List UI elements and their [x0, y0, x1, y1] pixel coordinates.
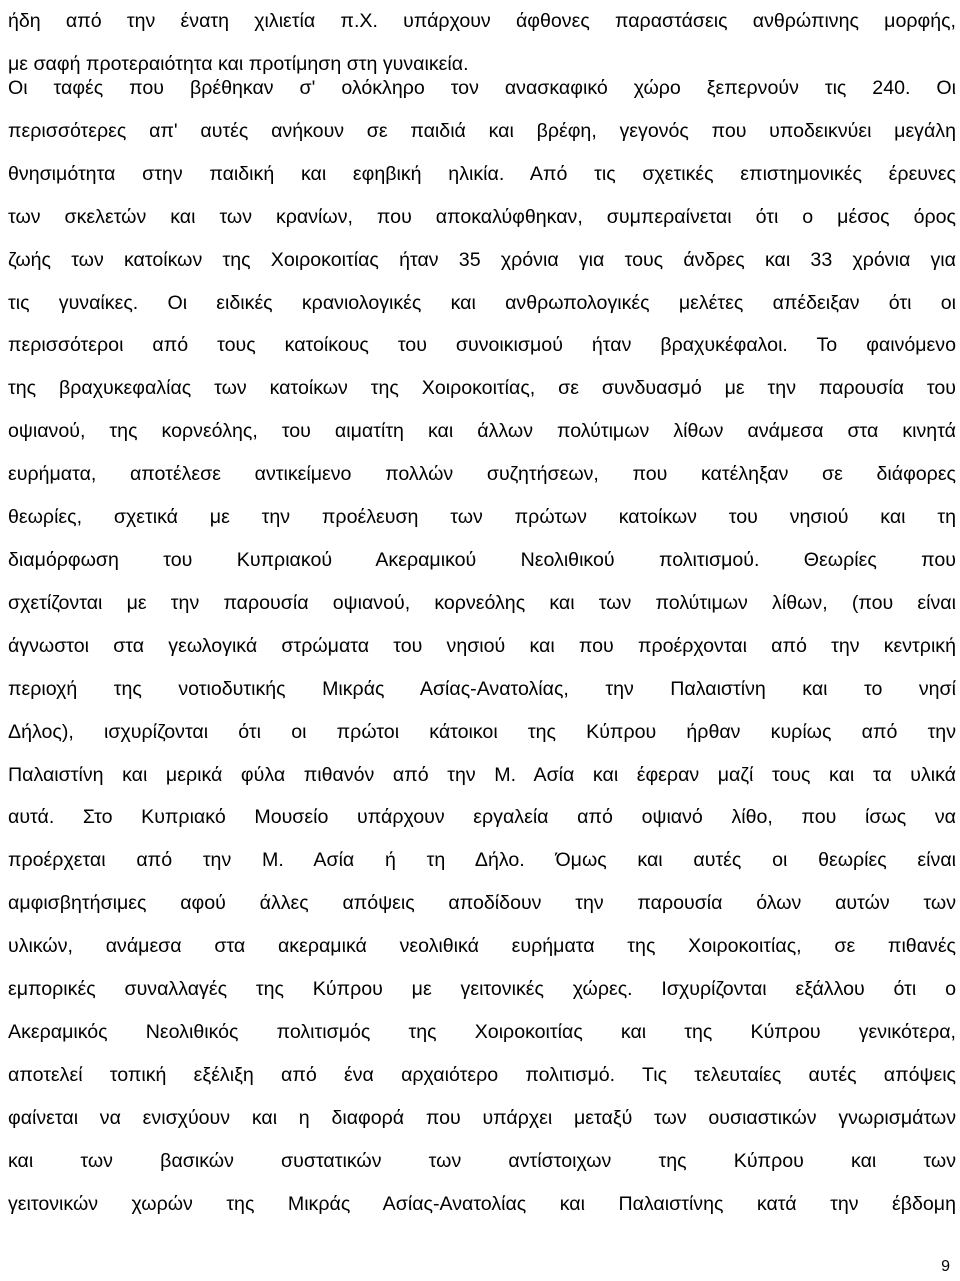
text-line: περισσότεροι από τους κατοίκους του συνοικισμού ήταν βραχυκέφαλοι. Το φαινόμενο — [8, 334, 956, 357]
text-line: Παλαιστίνη και μερικά φύλα πιθανόν από την Μ. Ασία και έφεραν μαζί τους και τα υλικά — [8, 763, 956, 786]
text-line: περιοχή της νοτιοδυτικής Μικράς Ασίας-Ανατολίας, την Παλαιστίνη και το νησί — [8, 677, 956, 700]
paragraph-burials — [8, 67, 956, 1225]
text-line: ευρήματα, αποτέλεσε αντικείμενο πολλών συζητήσεων, που κατέληξαν σε διάφορες — [8, 463, 956, 486]
text-line: εμπορικές συναλλαγές της Κύπρου με γειτονικές χώρες. Ισχυρίζονται εξάλλου ότι ο — [8, 978, 956, 1001]
text-line: διαμόρφωση του Κυπριακού Ακεραμικού Νεολιθικού πολιτισμού. Θεωρίες που — [8, 548, 956, 571]
text-line: θνησιμότητα στην παιδική και εφηβική ηλικία. Από τις σχετικές επιστημονικές έρευνες — [8, 162, 956, 185]
text-line: Οι ταφές που βρέθηκαν σ' ολόκληρο τον ανασκαφικό χώρο ξεπερνούν τις 240. Οι — [8, 77, 956, 99]
text-line: αμφισβητήσιμες αφού άλλες απόψεις αποδίδουν την παρουσία όλων αυτών των — [8, 892, 956, 915]
text-line: Δήλος), ισχυρίζονται ότι οι πρώτοι κάτοικοι της Κύπρου ήρθαν κυρίως από την — [8, 720, 956, 743]
text-line: άγνωστοι στα γεωλογικά στρώματα του νησιού και που προέρχονται από την κεντρική — [8, 634, 956, 657]
text-line: της βραχυκεφαλίας των κατοίκων της Χοιροκοιτίας, σε συνδυασμό με την παρουσία του — [8, 377, 956, 400]
text-line: των σκελετών και των κρανίων, που αποκαλύφθηκαν, συμπεραίνεται ότι ο μέσος όρος — [8, 205, 956, 228]
text-line: θεωρίες, σχετικά με την προέλευση των πρώτων κατοίκων του νησιού και τη — [8, 506, 956, 529]
page-number: 9 — [941, 1258, 950, 1275]
text-line: περισσότερες απ' αυτές ανήκουν σε παιδιά και βρέφη, γεγονός που υποδεικνύει μεγάλη — [8, 119, 956, 142]
text-line: και των βασικών συστατικών των αντίστοιχων της Κύπρου και των — [8, 1149, 956, 1172]
text-line: γειτονικών χωρών της Μικράς Ασίας-Ανατολίας και Παλαιστίνης κατά την έβδομη — [8, 1192, 956, 1215]
text-line: αποτελεί τοπική εξέλιξη από ένα αρχαιότερο πολιτισμό. Τις τελευταίες αυτές απόψεις — [8, 1063, 956, 1086]
text-line: οψιανού, της κορνεόλης, του αιματίτη και άλλων πολύτιμων λίθων ανάμεσα στα κινητά — [8, 420, 956, 443]
text-line: Ακεραμικός Νεολιθικός πολιτισμός της Χοιροκοιτίας και της Κύπρου γενικότερα, — [8, 1020, 956, 1043]
text-line: ήδη από την ένατη χιλιετία π.Χ. υπάρχουν άφθονες παραστάσεις ανθρώπινης μορφής, — [8, 10, 956, 32]
text-line: υλικών, ανάμεσα στα ακεραμικά νεολιθικά ευρήματα της Χοιροκοιτίας, σε πιθανές — [8, 935, 956, 958]
text-line: αυτά. Στο Κυπριακό Μουσείο υπάρχουν εργαλεία από οψιανό λίθο, που ίσως να — [8, 806, 956, 829]
text-line: τις γυναίκες. Οι ειδικές κρανιολογικές και ανθρωπολογικές μελέτες απέδειξαν ότι οι — [8, 291, 956, 314]
text-line: σχετίζονται με την παρουσία οψιανού, κορνεόλης και των πολύτιμων λίθων, (που είναι — [8, 591, 956, 614]
text-line: ζωής των κατοίκων της Χοιροκοιτίας ήταν 35 χρόνια για τους άνδρες και 33 χρόνια για — [8, 248, 956, 271]
text-line: φαίνεται να ενισχύουν και η διαφορά που υπάρχει μεταξύ των ουσιαστικών γνωρισμάτων — [8, 1106, 956, 1129]
text-line: προέρχεται από την Μ. Ασία ή τη Δήλο. Όμως και αυτές οι θεωρίες είναι — [8, 849, 956, 872]
text-line: με σαφή προτεραιότητα και προτίμηση στη γυναικεία. — [8, 52, 469, 75]
